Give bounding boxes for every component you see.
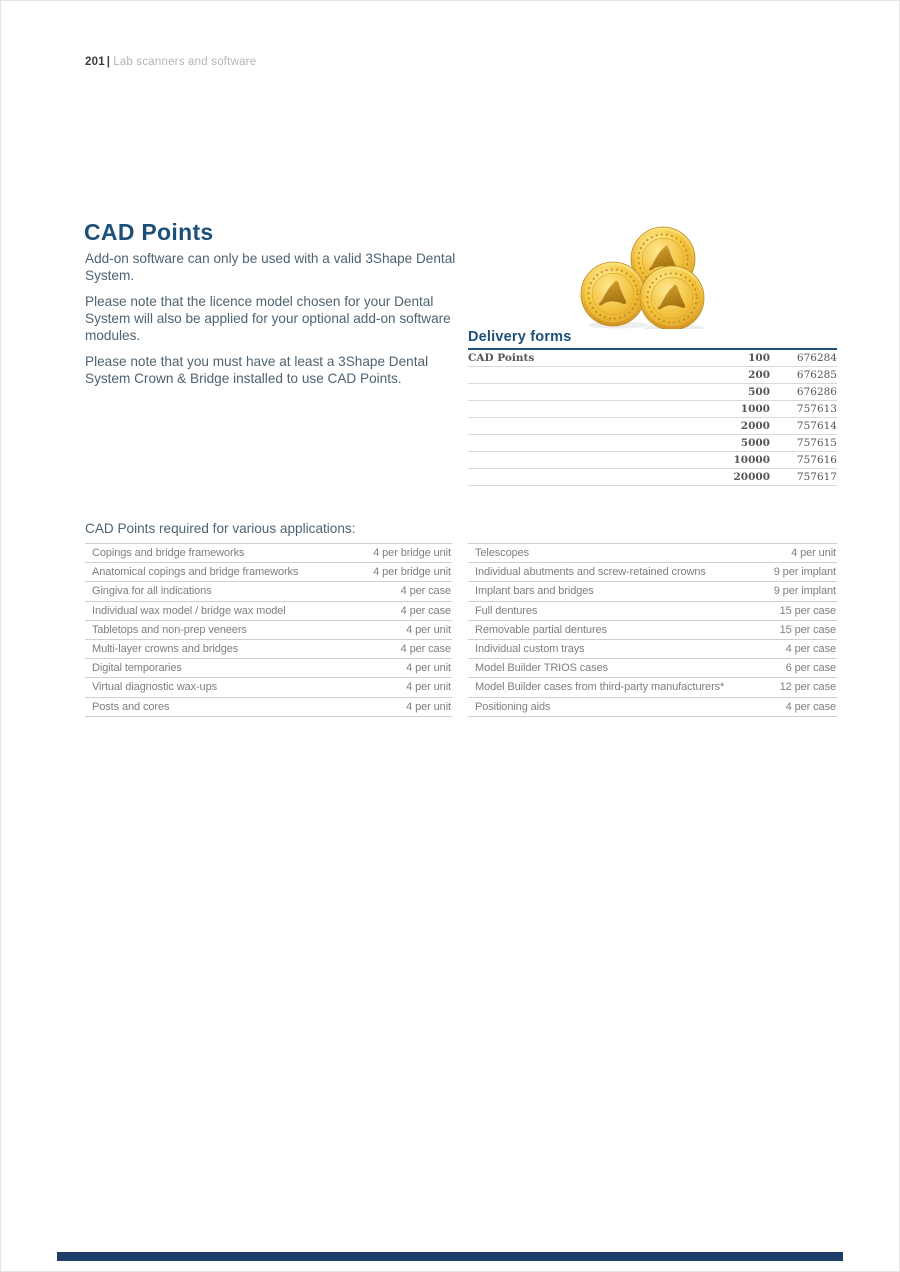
application-row (468, 544, 837, 563)
application-points: 4 per case (400, 604, 451, 617)
applications-heading: CAD Points required for various applications: (85, 521, 356, 536)
delivery-forms-title: Delivery forms (468, 329, 837, 350)
delivery-table-row (468, 452, 837, 469)
delivery-part-number: 757615 (796, 437, 837, 449)
application-row (85, 640, 452, 659)
application-row (468, 621, 837, 640)
application-name: Posts and cores (92, 700, 170, 713)
application-points: 12 per case (779, 681, 836, 694)
application-name: Copings and bridge frameworks (92, 547, 245, 560)
delivery-part-number: 757614 (796, 420, 837, 432)
application-points: 15 per case (779, 623, 836, 636)
application-points: 6 per case (785, 662, 836, 675)
delivery-quantity: 100 (748, 352, 770, 364)
delivery-quantity: 200 (748, 369, 770, 381)
application-name: Tabletops and non-prep veneers (92, 623, 247, 636)
delivery-table-row (468, 350, 837, 367)
application-row (468, 602, 837, 621)
application-points: 4 per case (400, 585, 451, 598)
application-row (85, 698, 452, 717)
delivery-quantity: 20000 (733, 471, 770, 483)
footer-rule (57, 1252, 843, 1261)
intro-paragraph: Add-on software can only be used with a valid 3Shape Dental System. (85, 251, 456, 283)
application-row (85, 659, 452, 678)
delivery-table-row (468, 401, 837, 418)
delivery-part-number: 757616 (796, 454, 837, 466)
application-row (85, 544, 452, 563)
application-row (468, 563, 837, 582)
application-row (85, 602, 452, 621)
application-points: 4 per unit (406, 623, 451, 636)
application-row (468, 582, 837, 601)
delivery-table-row (468, 384, 837, 401)
intro-paragraph: Please note that you must have at least a 3Shape Dental System Crown & Bridge installed to use CAD Points. (85, 354, 429, 386)
application-name: Model Builder TRIOS cases (475, 662, 609, 675)
application-row (85, 563, 452, 582)
application-points: 4 per case (785, 700, 836, 713)
application-points: 4 per case (785, 643, 836, 656)
delivery-quantity: 10000 (733, 454, 770, 466)
page-header-divider: | (106, 56, 111, 68)
delivery-table-row (468, 435, 837, 452)
application-name: Model Builder cases from third-party manufacturers* (475, 681, 725, 694)
application-points: 9 per implant (773, 566, 836, 579)
page-header (85, 56, 256, 68)
applications-table-right (468, 543, 837, 717)
applications-table-left (85, 543, 452, 717)
application-row (85, 678, 452, 697)
application-points: 4 per unit (791, 547, 836, 560)
delivery-part-number: 676285 (796, 369, 837, 381)
delivery-forms-table (468, 350, 837, 486)
application-points: 4 per case (400, 643, 451, 656)
application-row (468, 640, 837, 659)
delivery-part-number: 676286 (796, 386, 837, 398)
application-name: Removable partial dentures (475, 623, 607, 636)
delivery-quantity: 500 (748, 386, 770, 398)
application-points: 9 per implant (773, 585, 836, 598)
application-name: Gingiva for all indications (92, 585, 212, 598)
application-name: Full dentures (475, 604, 538, 617)
application-points: 15 per case (779, 604, 836, 617)
delivery-quantity: 5000 (740, 437, 770, 449)
application-name: Individual wax model / bridge wax model (92, 604, 286, 617)
application-name: Positioning aids (475, 700, 551, 713)
application-points: 4 per bridge unit (373, 547, 451, 560)
application-row (85, 582, 452, 601)
application-points: 4 per bridge unit (373, 566, 451, 579)
delivery-table-row (468, 469, 837, 486)
application-name: Individual custom trays (475, 643, 585, 656)
application-row (85, 621, 452, 640)
application-name: Multi-layer crowns and bridges (92, 643, 239, 656)
application-name: Telescopes (475, 547, 530, 560)
gold-coins-icon (578, 215, 718, 329)
application-name: Implant bars and bridges (475, 585, 594, 598)
delivery-table-row (468, 418, 837, 435)
application-points: 4 per unit (406, 700, 451, 713)
intro-paragraph: Please note that the licence model chosen for your Dental System will also be applied for your optional add-on software modules. (85, 294, 451, 343)
delivery-quantity: 2000 (740, 420, 770, 432)
page-title: CAD Points (84, 219, 214, 246)
delivery-part-number: 676284 (796, 352, 837, 364)
intro-text (85, 250, 473, 396)
delivery-part-number: 757617 (796, 471, 837, 483)
application-row (468, 678, 837, 697)
application-name: Virtual diagnostic wax-ups (92, 681, 217, 694)
delivery-quantity: 1000 (740, 403, 770, 415)
delivery-forms-section (468, 329, 837, 486)
delivery-table-row (468, 367, 837, 384)
application-points: 4 per unit (406, 662, 451, 675)
application-name: Individual abutments and screw-retained crowns (475, 566, 706, 579)
application-points: 4 per unit (406, 681, 451, 694)
application-row (468, 698, 837, 717)
delivery-part-number: 757613 (796, 403, 837, 415)
delivery-product-label: CAD Points (468, 352, 535, 364)
page-number: 201 (85, 56, 105, 68)
application-name: Anatomical copings and bridge frameworks (92, 566, 299, 579)
application-row (468, 659, 837, 678)
application-name: Digital temporaries (92, 662, 182, 675)
section-title: Lab scanners and software (113, 56, 257, 68)
